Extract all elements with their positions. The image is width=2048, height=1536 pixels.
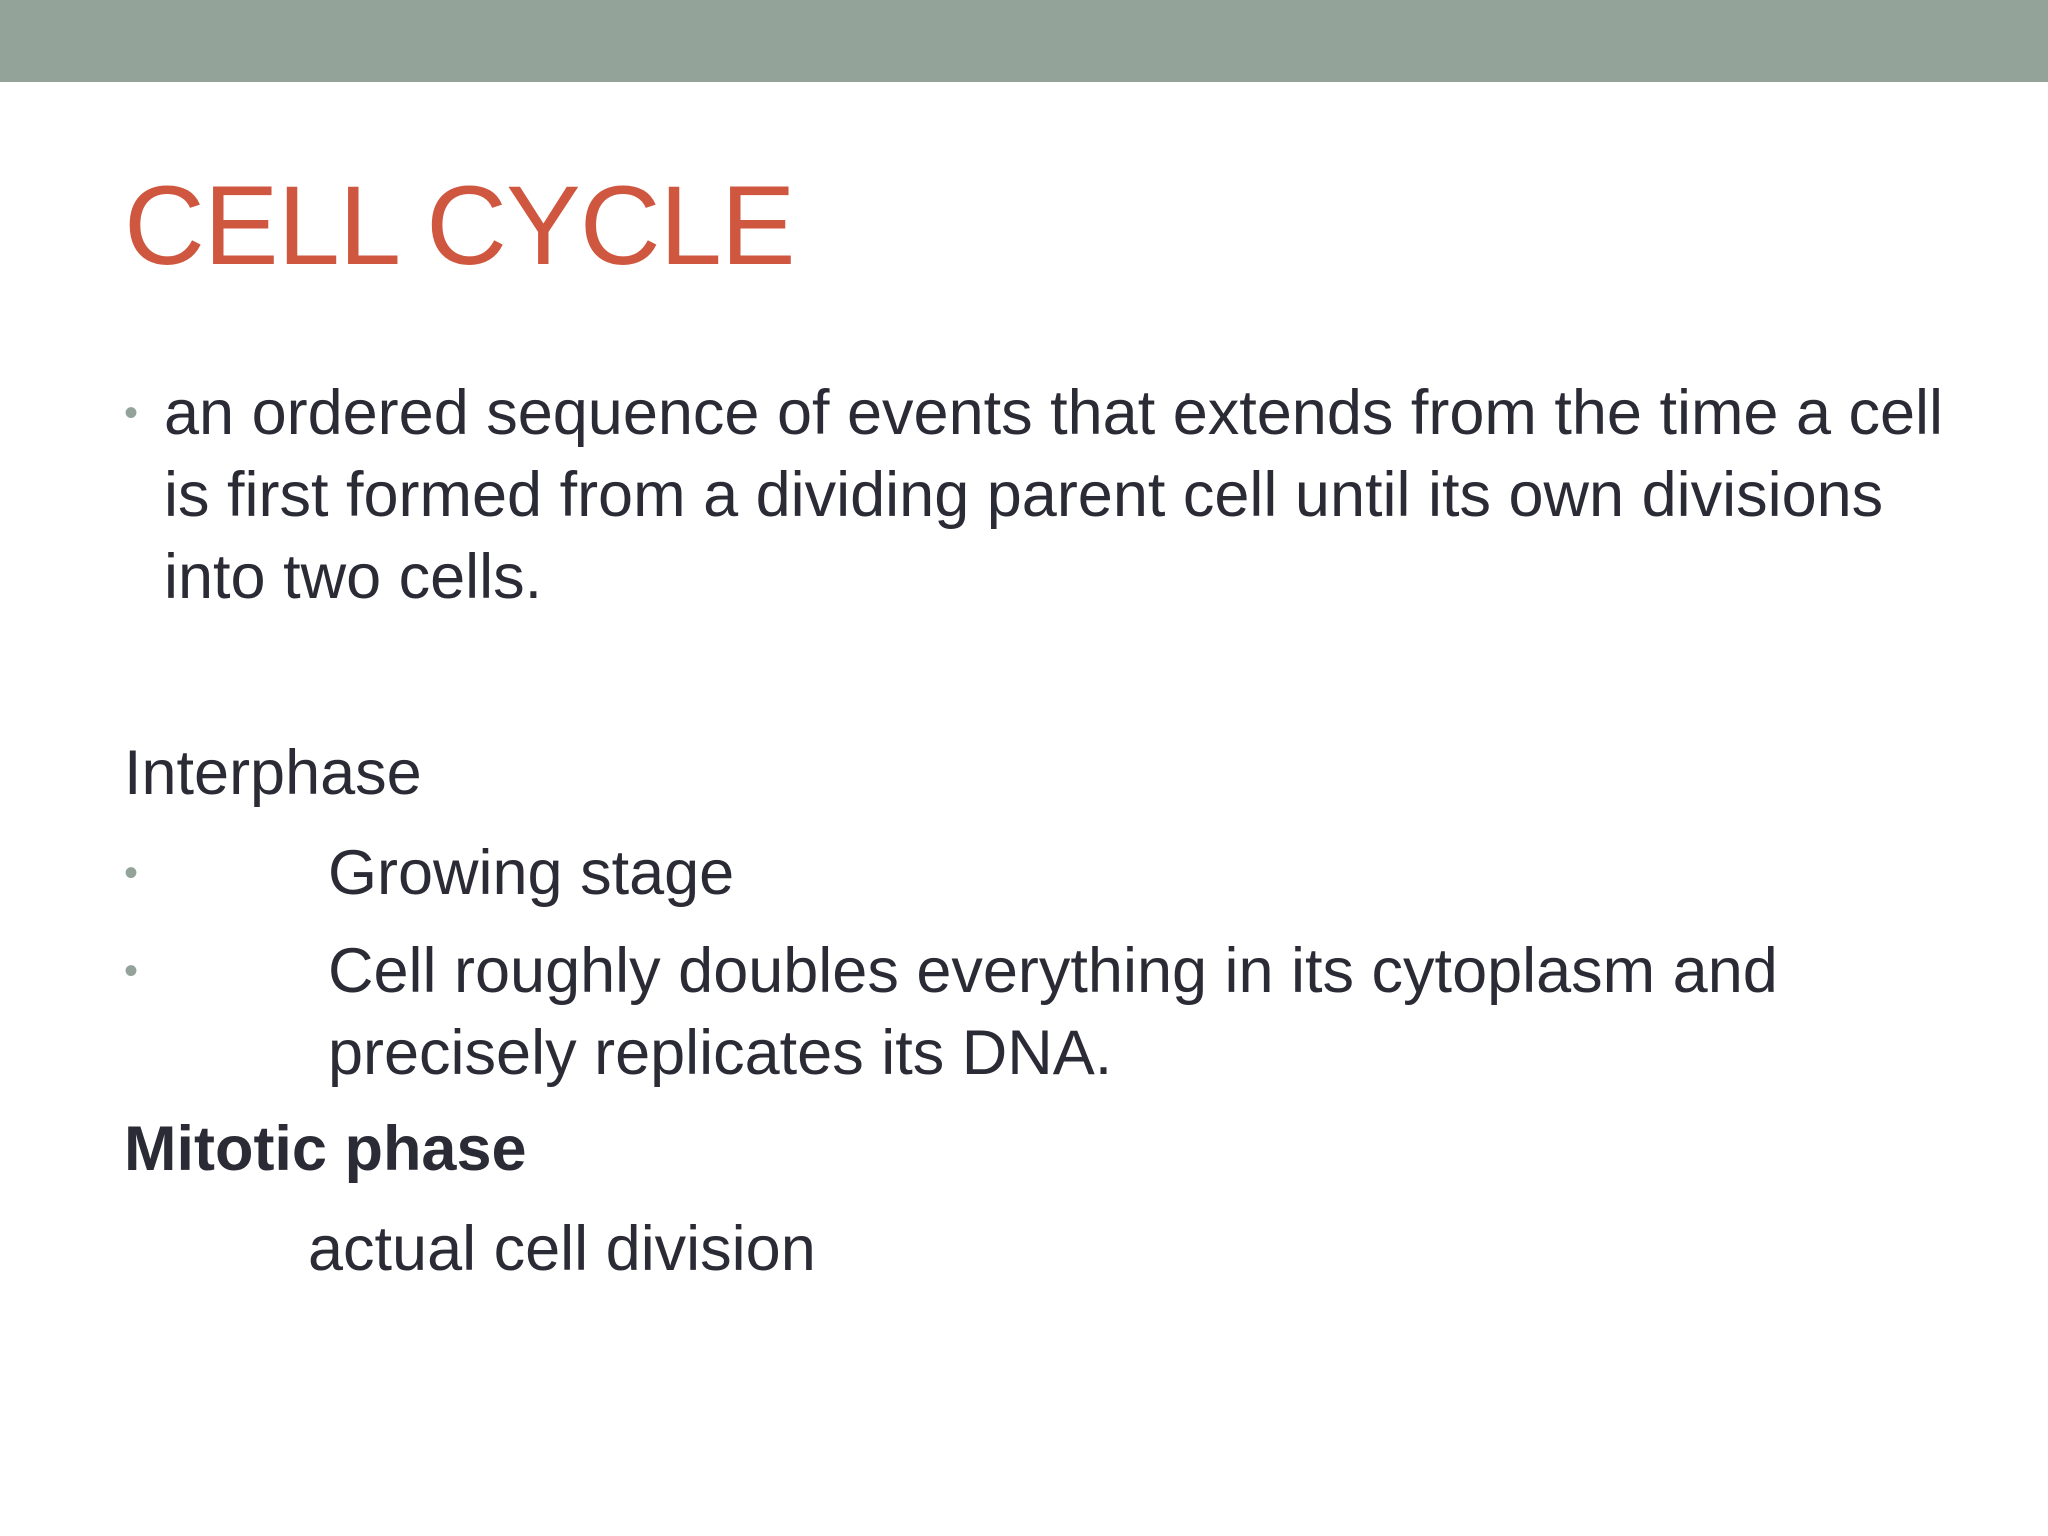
list-item-text: Cell roughly doubles everything in its cytoplasm and precisely replicates its DNA. <box>328 936 1778 1088</box>
list-item <box>124 832 1954 914</box>
bullet-dot-icon: • <box>124 851 139 895</box>
bullet-dot-icon: • <box>124 949 139 993</box>
mitotic-phase-heading: Mitotic phase <box>124 1114 527 1184</box>
mitotic-phase-description: actual cell division <box>308 1214 816 1284</box>
interphase-bullet-list <box>124 832 1954 1094</box>
slide-title: CELL CYCLE <box>124 163 795 288</box>
intro-text: an ordered sequence of events that extends from the time a cell is first formed from a dividing parent cell until its own divisions into two cells. <box>164 378 1944 612</box>
intro-bullet <box>124 372 1954 618</box>
list-item-text: Growing stage <box>328 838 735 908</box>
interphase-heading: Interphase <box>124 738 422 808</box>
top-accent-bar <box>0 0 2048 82</box>
list-item <box>124 930 1954 1094</box>
intro-bullet-list <box>124 372 1954 618</box>
bullet-dot-icon: • <box>124 391 139 435</box>
